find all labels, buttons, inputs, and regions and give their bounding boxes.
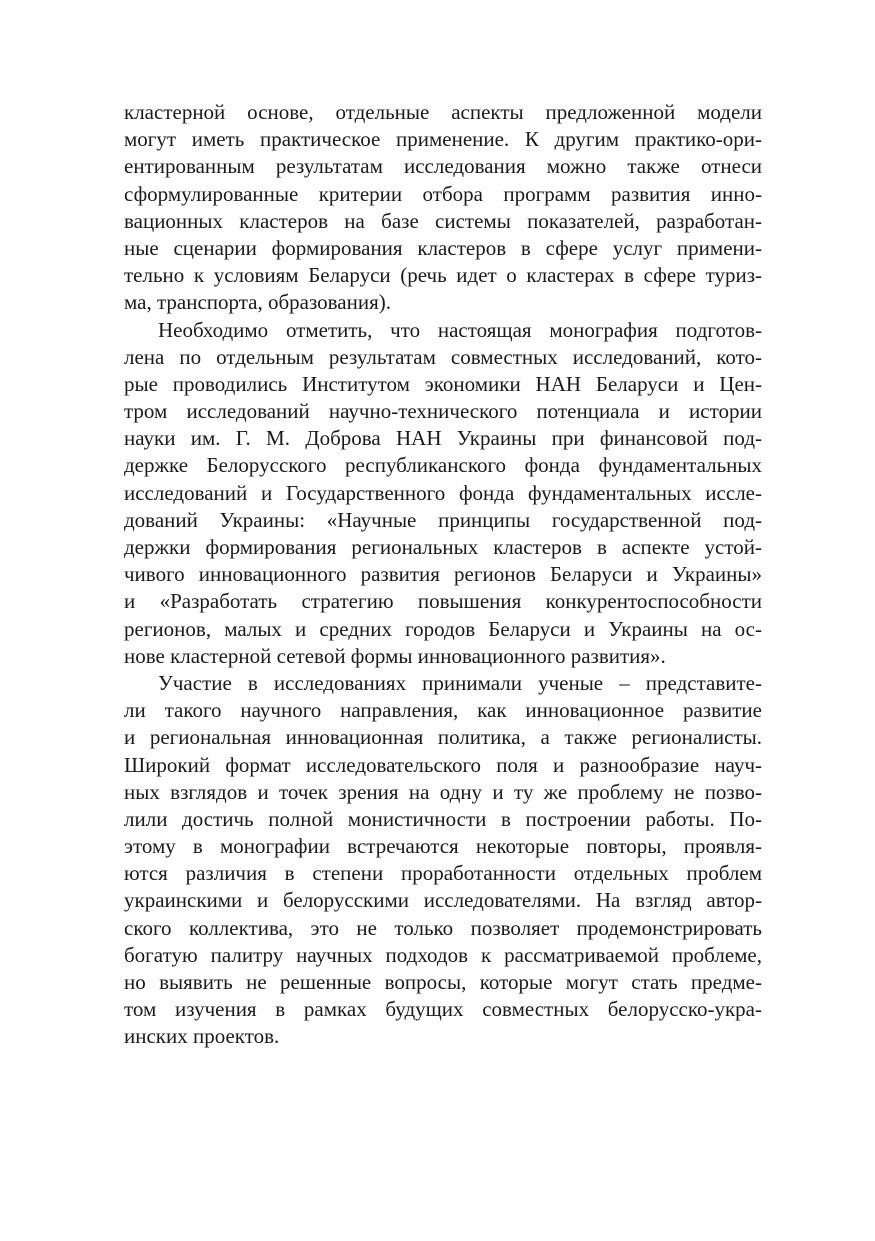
text-line: тельно к условиям Беларуси (речь идет о кластерах в сфере туриз- [124, 263, 762, 288]
text-line: и региональная инновационная политика, а также регионалисты. [124, 725, 762, 750]
text-line: кластерной основе, отдельные аспекты предложенной модели [124, 100, 762, 124]
text-line: держки формирования региональных кластеров в аспекте устой- [124, 535, 762, 559]
text-line: лили достичь полной монистичности в построении работы. По- [124, 806, 762, 831]
text-line: сформулированные критерии отбора программ развития инно- [124, 181, 762, 206]
text-line: регионов, малых и средних городов Беларуси и Украины на ос- [124, 616, 762, 641]
paragraph-3 [124, 670, 762, 1051]
text-line: богатую палитру научных подходов к рассматриваемой проблеме, [124, 942, 762, 967]
paragraph-1 [124, 99, 762, 317]
text-line: этому в монографии встречаются некоторые повторы, проявля- [124, 834, 762, 859]
text-line: науки им. Г. М. Доброва НАН Украины при финансовой под- [124, 426, 762, 451]
text-line: и «Разработать стратегию повышения конкурентоспособности [124, 589, 762, 614]
text-line: вационных кластеров на базе системы показателей, разработан- [124, 208, 762, 233]
text-line: ского коллектива, это не только позволяет продемонстрировать [124, 915, 762, 940]
text-line: ются различия в степени проработанности отдельных проблем [124, 861, 762, 886]
text-line: дований Украины: «Научные принципы государственной под- [124, 507, 762, 532]
text-line: инских проектов. [124, 1024, 280, 1049]
text-line: могут иметь практическое применение. К другим практико-ори- [124, 127, 762, 152]
text-line: держке Белорусского республиканского фонда фундаментальных [124, 453, 762, 478]
document-page [124, 99, 762, 1051]
text-line: лена по отдельным результатам совместных исследований, кото- [124, 344, 762, 369]
text-line: ма, транспорта, образования). [124, 290, 392, 315]
text-line: ных взглядов и точек зрения на одну и ту же проблему не позво- [124, 779, 762, 804]
text-line: Участие в исследованиях принимали ученые – представите- [158, 670, 762, 695]
text-line: тром исследований научно-технического потенциала и истории [124, 399, 762, 424]
text-line: украинскими и белорусскими исследователями. На взгляд автор- [124, 888, 762, 913]
text-line: нове кластерной сетевой формы инновационного развития». [124, 643, 666, 668]
text-line: Широкий формат исследовательского поля и разнообразие науч- [124, 752, 762, 777]
text-line: ли такого научного направления, как инновационное развитие [124, 698, 762, 723]
text-line: Необходимо отметить, что настоящая монография подготов- [158, 317, 762, 342]
paragraph-2 [124, 317, 762, 670]
text-line: ентированным результатам исследования можно также отнеси [124, 154, 762, 179]
text-line: рые проводились Институтом экономики НАН Беларуси и Цен- [124, 371, 762, 396]
text-line: ные сценарии формирования кластеров в сфере услуг примени- [124, 235, 762, 260]
text-line: чивого инновационного развития регионов Беларуси и Украины» [124, 562, 762, 587]
text-line: исследований и Государственного фонда фундаментальных иссле- [124, 480, 762, 505]
text-line: но выявить не решенные вопросы, которые могут стать предме- [124, 970, 762, 994]
text-line: том изучения в рамках будущих совместных белорусско-укра- [124, 997, 762, 1022]
